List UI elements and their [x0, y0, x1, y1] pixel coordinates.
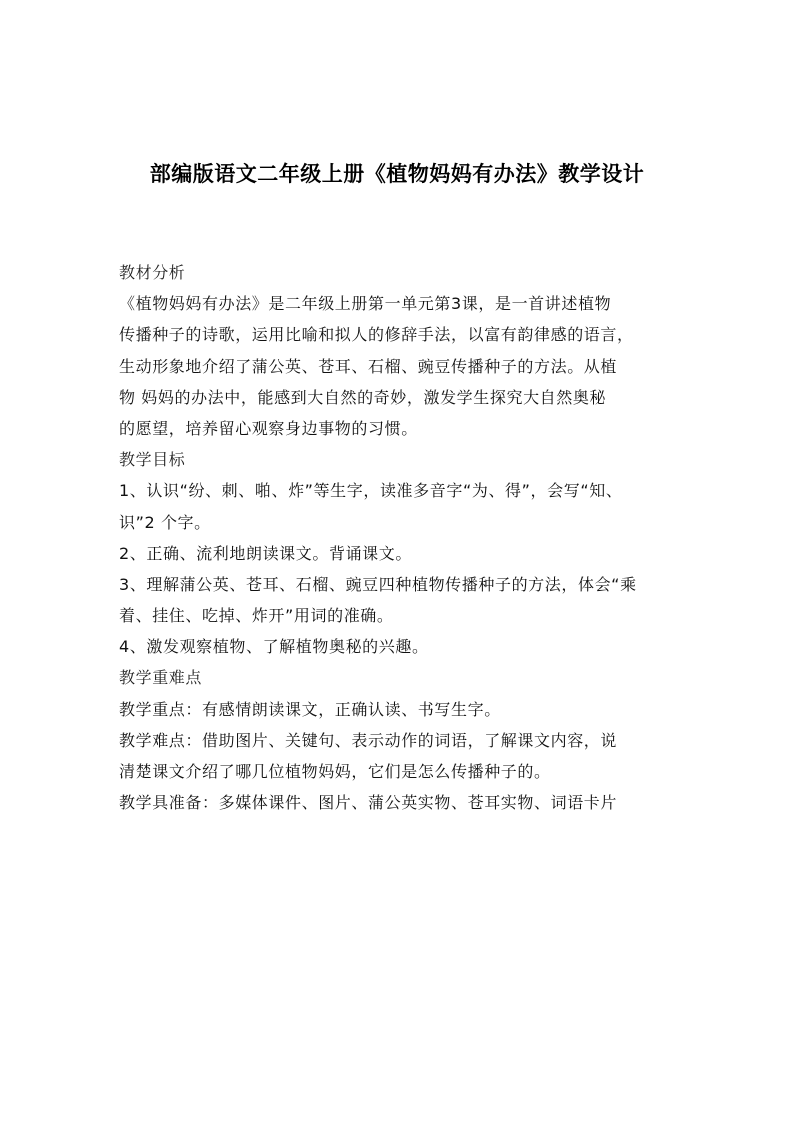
paragraph-line: 《植物妈妈有办法》是二年级上册第一单元第3课，是一首讲述植物	[119, 294, 612, 314]
objective-line: 3、理解蒲公英、苍耳、石榴、豌豆四种植物传播种子的方法，体会“乘	[119, 574, 637, 594]
objective-line: 2、正确、流利地朗读课文。背诵课文。	[119, 543, 412, 563]
objective-line: 识”2 个字。	[119, 512, 211, 532]
paragraph-line: 物 妈妈的办法中，能感到大自然的奇妙，激发学生探究大自然奥秘	[119, 387, 607, 407]
document-body	[119, 257, 677, 818]
section-heading-key-points: 教学重难点	[119, 668, 203, 688]
section-heading-materials: 教材分析	[119, 263, 186, 282]
objective-line: 着、挂住、吃掉、炸开”用词的准确。	[119, 606, 394, 626]
paragraph-line: 传播种子的诗歌，运用比喻和拟人的修辞手法，以富有韵律感的语言，	[119, 325, 634, 345]
difficulty-line: 教学难点：借助图片、关键句、表示动作的词语，了解课文内容，说	[119, 730, 618, 750]
paragraph-line: 的愿望，培养留心观察身边事物的习惯。	[119, 418, 418, 438]
paragraph-line: 生动形象地介绍了蒲公英、苍耳、石榴、豌豆传播种子的方法。从植	[119, 356, 618, 376]
difficulty-line: 清楚课文介绍了哪几位植物妈妈，它们是怎么传播种子的。	[119, 762, 551, 781]
objective-line: 4、激发观察植物、了解植物奥秘的兴趣。	[119, 637, 429, 657]
materials-line: 教学具准备：多媒体课件、图片、蒲公英实物、苍耳实物、词语卡片	[119, 793, 618, 813]
section-heading-objectives: 教学目标	[119, 450, 186, 470]
key-point-line: 教学重点：有感情朗读课文，正确认读、书写生字。	[119, 699, 501, 719]
document-title: 部编版语文二年级上册《植物妈妈有办法》教学设计	[149, 162, 645, 186]
objective-line: 1、认识“纷、刺、啪、炸”等生字，读准多音字“为、得”，会写“知、	[119, 481, 623, 501]
